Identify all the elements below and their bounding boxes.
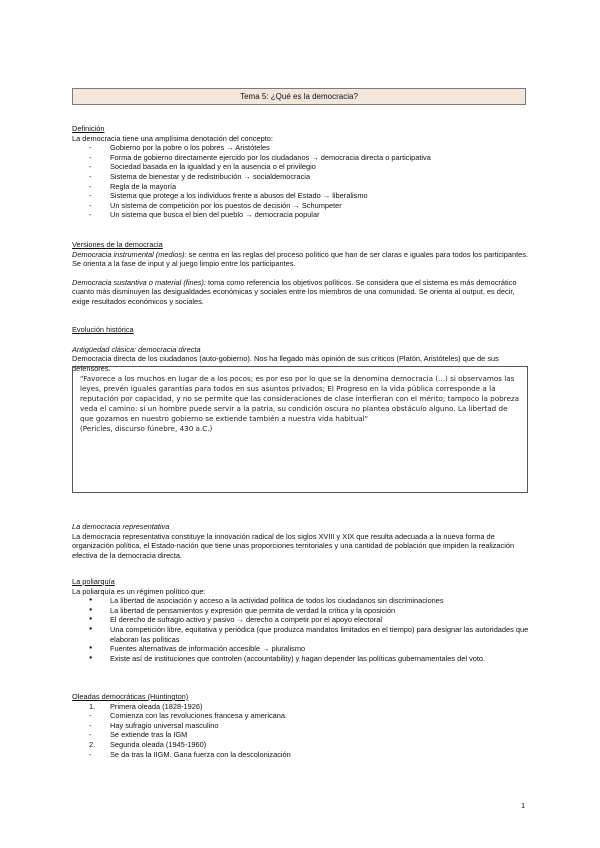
list-item	[72, 750, 532, 760]
section-versiones	[72, 240, 532, 307]
term-text: toma como referencia los objetivos políticos. Se considera que el sistema es más democrático cuanto más disminuyen las desigualdades económicas y sociales entre los miembros de una comunidad. Se orienta al output, es decir, exige resultados económicos y sociales.	[72, 277, 517, 306]
paragraph	[72, 278, 532, 307]
list-item-text: Segunda oleada (1945-1960)	[110, 739, 207, 749]
list-item: - Un sistema de competición por los puestos de decisión → Schumpeter	[72, 201, 532, 211]
quote-source: (Pericles, discurso fúnebre, 430 a.C.)	[80, 424, 213, 433]
list-item: ● Existe así de instituciones que controlen (accountability) y hagan depender las políticas gubernamentales del voto.	[72, 654, 532, 664]
section-heading: Oleadas democráticas (Huntington)	[72, 692, 189, 701]
list-item	[72, 702, 532, 712]
term-label: Democracia sustantiva o material (fines):	[72, 277, 206, 287]
subsection-heading: Antigüedad clásica: democracia directa	[72, 344, 201, 354]
page-title: Tema 5: ¿Qué es la democracia?	[72, 88, 526, 105]
list-item: - Sistema de bienestar y de redistribución → socialdemocracia	[72, 172, 532, 182]
list-item	[72, 711, 532, 721]
term-text: se centra en las reglas del proceso político que han de ser claras e iguales para todos los participantes. Se orienta a la fase de input y al juego limpio entre los participantes.	[72, 249, 528, 269]
list-item-text: Comienza con las revoluciones francesa y americana.	[110, 711, 288, 721]
list-item-text: Primera oleada (1828-1926)	[110, 701, 203, 711]
oleadas-list	[72, 702, 532, 760]
list-item: ● Fuentes alternativas de información accesible → pluralismo	[72, 644, 532, 654]
list-item: - Regla de la mayoría	[72, 182, 532, 192]
section-heading: La poliarquía	[72, 577, 115, 586]
section-representativa	[72, 522, 532, 560]
list-item: - Sistema que protege a los individuos frente a abusos del Estado → liberalismo	[72, 191, 532, 201]
paragraph: La poliarquía es un régimen político que:	[72, 586, 206, 596]
list-number: 1.	[89, 701, 96, 711]
list-item-text: Se da tras la IIGM. Gana fuerza con la descolonización	[110, 749, 291, 759]
list-number: 2.	[89, 739, 96, 749]
list-item	[72, 730, 532, 740]
paragraph: La democracia representativa constituye la innovación radical de los siglos XVIII y XIX que resulta adecuada a la nueva forma de organización política, el Estado-nación que tiene unas proporciones territoriales y una cantidad de población que impiden la realización efectiva de la democracia directa.	[72, 531, 515, 560]
definition-list	[72, 143, 532, 220]
list-item: ● El derecho de sufragio activo y pasivo → derecho a competir por el apoyo electoral	[72, 615, 532, 625]
list-item: ● La libertad de pensamientos y expresión que permita de verdad la crítica y la oposición	[72, 606, 532, 616]
section-definicion	[72, 124, 532, 220]
section-heading: Evolución histórica	[72, 325, 134, 334]
list-item	[72, 721, 532, 731]
quote-text: "Favorece a los muchos en lugar de a los pocos; es por eso por lo que se la denomina democracia (...) si observamos las leyes, prevén iguales garantías para todos en sus asuntos privados; El Progreso en la vida pública corresponde a la reputación por capacidad, y no se permite que las consideraciones de clase interfieran con el mérito; tampoco la pobreza veda el camino: si un hombre puede servir a la patria, su condición oscura no plantea obstáculo alguno. La libertad de que gozamos en nuestro gobierno se extiende también a nuestra vida habitual"	[80, 374, 520, 423]
section-oleadas	[72, 692, 532, 759]
list-item: - Gobierno por la pobre o los pobres → Aristóteles	[72, 143, 532, 153]
section-poliarquia	[72, 577, 532, 663]
term-label: Democracia instrumental (medios):	[72, 249, 187, 259]
list-item-text: Se extiende tras la IGM	[110, 730, 188, 740]
page-number: 1	[521, 801, 526, 810]
paragraph: Democracia directa de los ciudadanos (auto-gobierno). Nos ha llegado más opinión de sus críticos (Platón, Aristóteles) que de sus defensores.	[72, 354, 499, 373]
paragraph	[72, 250, 532, 269]
paragraph: La democracia tiene una amplísima denotación del concepto:	[72, 133, 273, 143]
quote-box	[72, 366, 528, 493]
list-item: - Un sistema que busca el bien del pueblo → democracia popular	[72, 210, 532, 220]
list-item-text: Hay sufragio universal masculino	[110, 720, 219, 730]
list-item	[72, 740, 532, 750]
list-item: ● La libertad de asociación y acceso a la actividad política de todos los ciudadanos sin discriminaciones	[72, 596, 532, 606]
subsection-heading: La democracia representativa	[72, 522, 170, 531]
list-item: ● Una competición libre, equitativa y periódica (que produzca mandatos limitados en el tiempo) para designar las autoridades que elaboran las políticas	[72, 625, 532, 644]
poliarquia-list	[72, 596, 532, 663]
list-item: - Sociedad basada en la igualdad y en la ausencia o el privilegio	[72, 162, 532, 172]
section-heading: Definición	[72, 124, 105, 133]
section-heading: Versiones de la democracia	[72, 240, 163, 249]
list-item: - Forma de gobierno directamente ejercido por los ciudadanos → democracia directa o participativa	[72, 153, 532, 163]
